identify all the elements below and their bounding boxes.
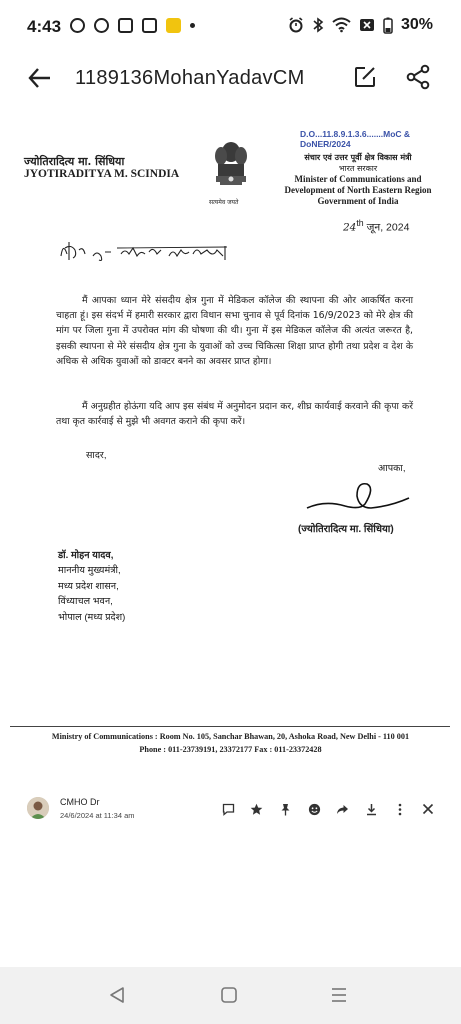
date-suffix: th	[356, 218, 364, 228]
address-line: माननीय मुख्यमंत्री,	[58, 565, 121, 577]
edit-icon[interactable]	[352, 64, 378, 90]
ministry-english-line1: Minister of Communications and	[294, 174, 422, 184]
more-notifications-dot	[190, 23, 195, 28]
download-button[interactable]	[357, 800, 386, 818]
nav-home-icon[interactable]	[220, 986, 238, 1004]
letter-document[interactable]	[0, 112, 461, 762]
alarm-icon	[288, 17, 304, 33]
sender-avatar[interactable]	[27, 797, 49, 819]
message-info-bar	[0, 790, 461, 828]
app-bar	[0, 56, 461, 100]
pin-button[interactable]	[271, 800, 300, 818]
letter-date	[343, 218, 409, 235]
forward-icon	[336, 803, 349, 816]
sender-timestamp: 24/6/2024 at 11:34 am	[60, 811, 135, 820]
ministry-hindi-line1: संचार एवं उत्तर पूर्वी क्षेत्र विकास मंत्री	[304, 152, 412, 162]
ministry-header	[283, 152, 433, 207]
sender-name-english: JYOTIRADITYA M. SCINDIA	[24, 168, 180, 180]
forward-button[interactable]	[328, 800, 357, 818]
message-actions	[214, 800, 443, 818]
closing-aapka: आपका,	[378, 463, 406, 474]
address-line: डॉ. मोहन यादव,	[58, 550, 114, 561]
comment-icon	[222, 803, 235, 816]
close-icon	[422, 803, 434, 815]
closing-sadar: सादर,	[86, 450, 107, 461]
more-options-button[interactable]	[386, 800, 415, 818]
star-button[interactable]	[243, 800, 272, 818]
letter-paragraph-1: मैं आपका ध्यान मेरे संसदीय क्षेत्र गुना में मेडिकल कॉलेज की स्थापना की ओर आकर्षित करना चाहता हूं। इस संदर्भ में हमारी सरकार द्वारा विधान सभा चुनाव से पूर्व दिनांक 16/9/2023 को मेरे क्षेत्र की मांग पर जिला गुना में उपरोक्त मांग की घोषणा की थी। गुना में इस मेडिकल कॉलेज की अत्यंत जरूरत है, इसकी स्थापना से मेरे संसदीय क्षेत्र गुना के युवाओं को उच्च चिकित्सा शिक्षा प्राप्त होगी तथा प्रदेश व देश के अधिक से अधिक युवाओं को डाक्टर बनने का अवसर प्राप्त होगा।	[56, 295, 413, 367]
battery-percentage: 30%	[400, 16, 433, 33]
address-line: भोपाल (मध्य प्रदेश)	[58, 611, 126, 623]
instagram-icon	[118, 18, 133, 33]
nav-recents-icon[interactable]	[330, 986, 348, 1004]
app-notification-icon	[166, 18, 181, 33]
back-arrow-icon[interactable]	[26, 64, 54, 92]
address-line: मध्य प्रदेश शासन,	[58, 580, 119, 592]
footer-phone: Phone : 011-23739191, 23372177 Fax : 011-23372428	[139, 745, 322, 754]
sender-name: CMHO Dr	[60, 797, 100, 807]
opera-icon	[94, 18, 109, 33]
ministry-hindi-line2: भारत सरकार	[338, 164, 378, 173]
date-day: 24	[343, 221, 357, 234]
close-button[interactable]	[414, 800, 443, 818]
recipient-address	[58, 548, 125, 625]
pin-icon	[280, 803, 291, 816]
more-vertical-icon	[398, 803, 402, 816]
status-bar	[0, 0, 461, 56]
system-nav-bar	[0, 967, 461, 1024]
emoji-icon	[308, 803, 321, 816]
footer-divider	[10, 726, 450, 727]
address-line: विंध्याचल भवन,	[58, 596, 113, 608]
nav-back-icon[interactable]	[108, 986, 126, 1004]
signature-image	[305, 478, 415, 516]
handwritten-salutation	[57, 232, 247, 268]
battery-icon	[383, 17, 393, 34]
download-icon	[365, 803, 378, 816]
notification-icons	[70, 18, 195, 33]
reply-button[interactable]	[214, 800, 243, 818]
react-button[interactable]	[300, 800, 329, 818]
ministry-english-line2: Development of North Eastern Region	[284, 185, 432, 195]
star-icon	[250, 803, 263, 816]
wifi-icon	[332, 17, 351, 33]
emblem-motto: सत्यमेव जयते	[209, 199, 239, 206]
bluetooth-icon	[312, 17, 324, 33]
sender-name-hindi: ज्योतिरादित्य मा. सिंधिया	[24, 155, 125, 168]
status-time: 4:43	[27, 17, 62, 36]
share-icon[interactable]	[405, 64, 431, 90]
no-sim-icon	[359, 17, 375, 33]
date-month-year: जून, 2024	[366, 221, 410, 234]
letter-paragraph-2: मैं अनुग्रहीत होऊंगा यदि आप इस संबंध में अनुमोदन प्रदान कर, शीघ्र कार्यवाई करवाने की कृपा करें तथा कृत कार्रवाई से मुझे भी अवगत कराने की कृपा करें।	[56, 401, 413, 428]
news-icon	[142, 18, 157, 33]
do-reference-number: D.O...11.8.9.1.3.6.......MoC & DoNER/2024	[300, 129, 411, 149]
signatory-name: (ज्योतिरादित्य मा. सिंधिया)	[298, 524, 394, 535]
whatsapp-icon	[70, 18, 85, 33]
document-title: 1189136MohanYadavCM	[75, 67, 305, 89]
footer-address: Ministry of Communications : Room No. 105, Sanchar Bhawan, 20, Ashoka Road, New Delhi - 110 001	[51, 732, 410, 741]
system-icons	[288, 16, 433, 34]
ministry-english-line3: Government of India	[317, 196, 399, 206]
